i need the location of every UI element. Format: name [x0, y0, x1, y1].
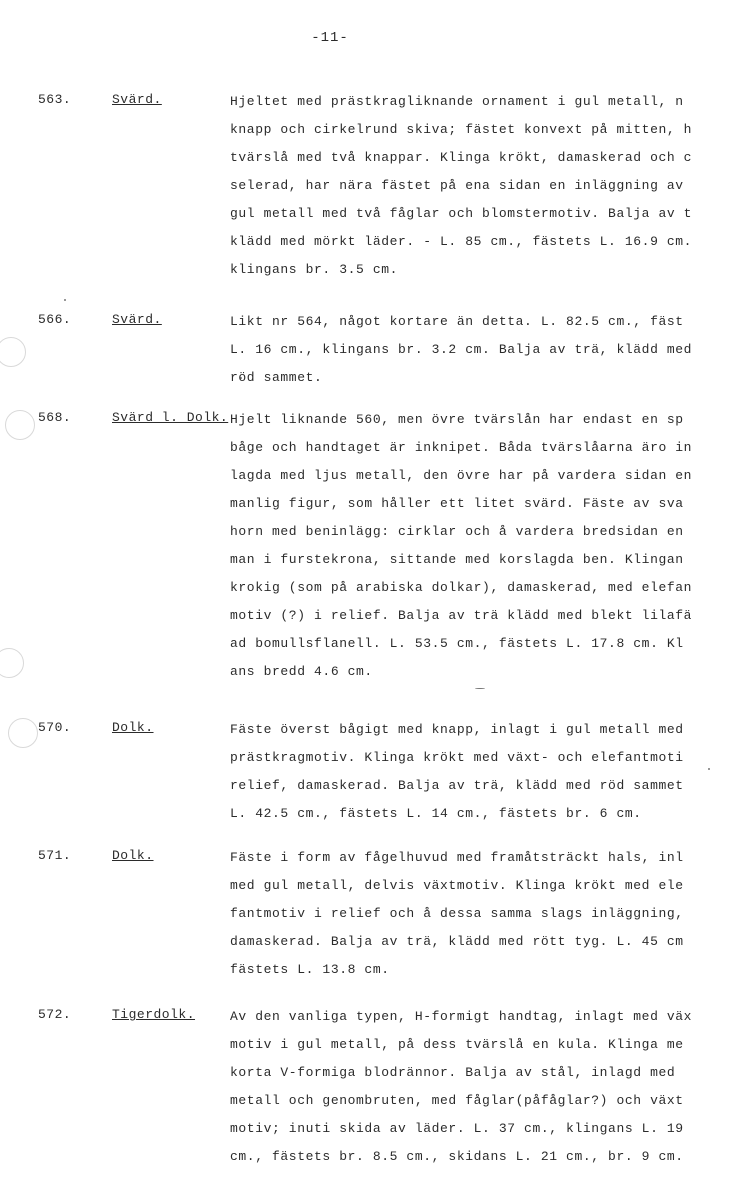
description-line: L. 42.5 cm., fästets L. 14 cm., fästets br. 6 cm. [230, 806, 642, 821]
entry-number: 571. [38, 848, 72, 863]
speck-mark [64, 299, 66, 301]
description-line: cm., fästets br. 8.5 cm., skidans L. 21 cm., br. 9 cm. [230, 1149, 684, 1164]
entry-description [230, 410, 729, 690]
entry-number: 570. [38, 720, 72, 735]
entry-name: Dolk. [112, 720, 154, 735]
description-line: Av den vanliga typen, H-formigt handtag, inlagt med väx [230, 1009, 693, 1024]
description-line: prästkragmotiv. Klinga krökt med växt- och elefantmoti [230, 750, 684, 765]
description-line: Hjeltet med prästkragliknande ornament i gul metall, n [230, 94, 684, 109]
description-line: man i furstekrona, sittande med korslagda ben. Klingan [230, 552, 684, 567]
description-line: horn med beninlägg: cirklar och å vardera bredsidan en [230, 524, 684, 539]
description-line: Hjelt liknande 560, men övre tvärslån har endast en sp [230, 412, 684, 427]
description-line: Likt nr 564, något kortare än detta. L. 82.5 cm., fäst [230, 314, 684, 329]
description-line: manlig figur, som håller ett litet svärd. Fäste av sva [230, 496, 684, 511]
description-line: båge och handtaget är inknipet. Båda tvärslåarna äro in [230, 440, 693, 455]
entry-description [230, 848, 729, 988]
description-line: motiv (?) i relief. Balja av trä klädd med blekt lilafä [230, 608, 693, 623]
description-line: fantmotiv i relief och å dessa samma slags inläggning, [230, 906, 684, 921]
entry-number: 568. [38, 410, 72, 425]
entry-description [230, 312, 729, 396]
description-line: klingans br. 3.5 cm. [230, 262, 399, 277]
entry-name: Tigerdolk. [112, 1007, 196, 1022]
description-line: klädd med mörkt läder. - L. 85 cm., fästets L. 16.9 cm. [230, 234, 693, 249]
description-line: röd sammet. [230, 370, 323, 385]
description-line: Fäste i form av fågelhuvud med framåtsträckt hals, inl [230, 850, 684, 865]
punch-hole-mark [8, 718, 38, 748]
entry-description [230, 92, 729, 288]
description-line: knapp och cirkelrund skiva; fästet konvext på mitten, h [230, 122, 693, 137]
description-line: metall och genombruten, med fåglar(påfåglar?) och växt [230, 1093, 684, 1108]
description-line: lagda med ljus metall, den övre har på vardera sidan en [230, 468, 693, 483]
description-line: korta V-formiga blodrännor. Balja av stål, inlagd med [230, 1065, 676, 1080]
entry-description [230, 1007, 729, 1175]
entry-description [230, 720, 729, 832]
description-line: gul metall med två fåglar och blomstermotiv. Balja av t [230, 206, 693, 221]
page-number: -11- [311, 30, 349, 46]
description-line: krokig (som på arabiska dolkar), damaskerad, med elefan [230, 580, 693, 595]
description-line: motiv i gul metall, på dess tvärslå en kula. Klinga me [230, 1037, 684, 1052]
entry-name: Svärd. [112, 92, 162, 107]
description-line: L. 16 cm., klingans br. 3.2 cm. Balja av trä, klädd med [230, 342, 693, 357]
entry-name: Svärd l. Dolk. [112, 410, 229, 425]
description-line: selerad, har nära fästet på ena sidan en inläggning av [230, 178, 684, 193]
description-line: tvärslå med två knappar. Klinga krökt, damaskerad och c [230, 150, 693, 165]
entry-name: Dolk. [112, 848, 154, 863]
description-line: damaskerad. Balja av trä, klädd med rött tyg. L. 45 cm [230, 934, 684, 949]
description-line: Fäste överst bågigt med knapp, inlagt i gul metall med [230, 722, 684, 737]
description-line: relief, damaskerad. Balja av trä, klädd med röd sammet [230, 778, 684, 793]
entry-number: 566. [38, 312, 72, 327]
description-line: fästets L. 13.8 cm. [230, 962, 390, 977]
description-line: ad bomullsflanell. L. 53.5 cm., fästets L. 17.8 cm. Kl [230, 636, 684, 651]
punch-hole-mark [5, 410, 35, 440]
entry-number: 572. [38, 1007, 72, 1022]
description-line: med gul metall, delvis växtmotiv. Klinga krökt med ele [230, 878, 684, 893]
description-line: ans bredd 4.6 cm. [230, 664, 373, 679]
punch-hole-mark [0, 337, 26, 367]
punch-hole-mark [0, 648, 24, 678]
entry-number: 563. [38, 92, 72, 107]
description-line: motiv; inuti skida av läder. L. 37 cm., klingans L. 19 [230, 1121, 684, 1136]
entry-name: Svärd. [112, 312, 162, 327]
